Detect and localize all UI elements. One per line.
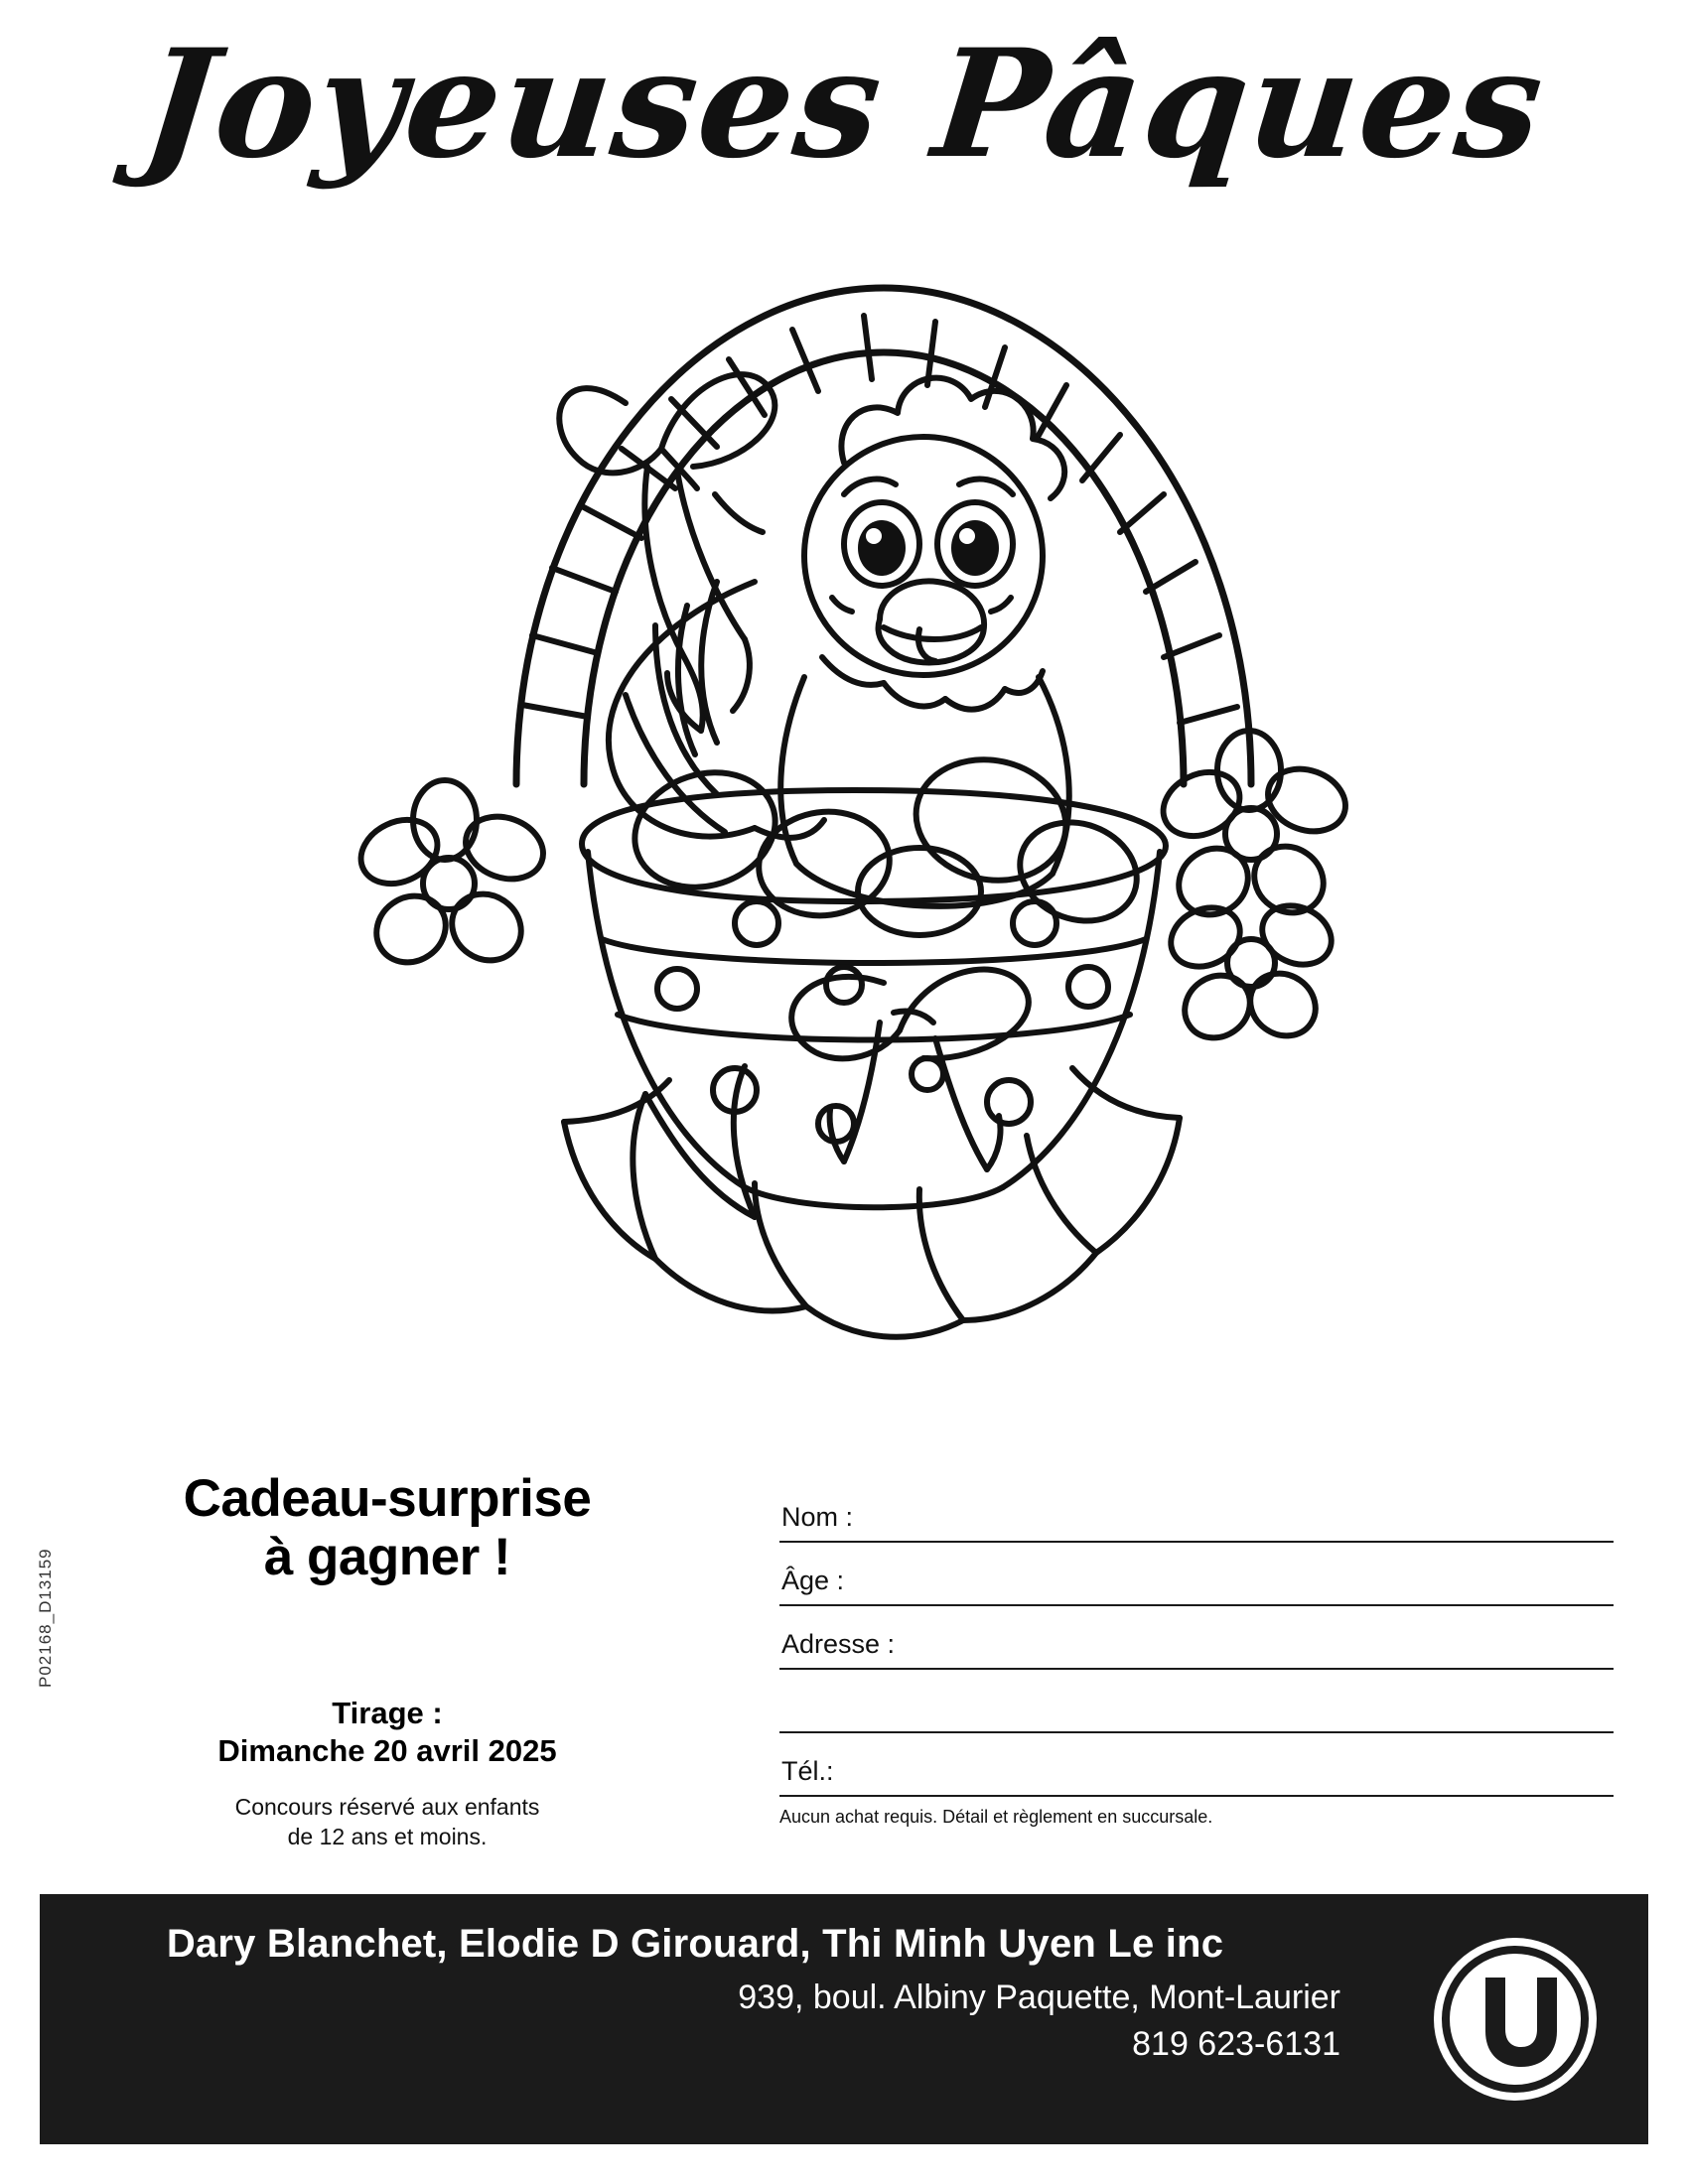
footer-text-block bbox=[40, 1922, 1350, 2064]
promo-draw-label: Tirage : bbox=[332, 1695, 443, 1730]
promo-draw-date: Dimanche 20 avril 2025 bbox=[217, 1733, 557, 1769]
field-telephone[interactable] bbox=[779, 1733, 1614, 1797]
field-adresse[interactable] bbox=[779, 1606, 1614, 1670]
field-adresse-label: Adresse : bbox=[781, 1629, 896, 1659]
promo-headline bbox=[109, 1469, 665, 1587]
metro-u-logo-icon bbox=[1430, 1934, 1601, 2105]
field-age[interactable] bbox=[779, 1543, 1614, 1606]
footer-phone: 819 623-6131 bbox=[1132, 2025, 1340, 2063]
easter-basket-illustration bbox=[328, 228, 1380, 1449]
entry-form bbox=[779, 1479, 1614, 1828]
field-nom-label: Nom : bbox=[781, 1502, 854, 1532]
promo-note bbox=[109, 1793, 665, 1852]
promo-headline-line2: à gagner ! bbox=[263, 1528, 511, 1587]
page-title-text: Joyeuses Pâques bbox=[135, 17, 1553, 192]
field-adresse-line2[interactable] bbox=[779, 1670, 1614, 1733]
footer-bar bbox=[40, 1894, 1648, 2144]
form-legal-text: Aucun achat requis. Détail et règlement en succursale. bbox=[779, 1807, 1213, 1827]
field-nom[interactable] bbox=[779, 1479, 1614, 1543]
footer-store-name: Dary Blanchet, Elodie D Girouard, Thi Minh Uyen Le inc bbox=[166, 1922, 1224, 1966]
promo-note-line1: Concours réservé aux enfants bbox=[234, 1794, 540, 1821]
field-telephone-label: Tél.: bbox=[781, 1756, 834, 1786]
page-title bbox=[0, 17, 1688, 192]
promo-headline-line1: Cadeau-surprise bbox=[183, 1469, 592, 1528]
document-code: P02168_D13159 bbox=[36, 1548, 55, 1688]
promo-note-line2: de 12 ans et moins. bbox=[287, 1824, 488, 1850]
promo-block bbox=[109, 1469, 665, 1852]
promo-draw bbox=[109, 1695, 665, 1772]
field-age-label: Âge : bbox=[781, 1566, 845, 1595]
footer-address: 939, boul. Albiny Paquette, Mont-Laurier bbox=[738, 1979, 1340, 2016]
